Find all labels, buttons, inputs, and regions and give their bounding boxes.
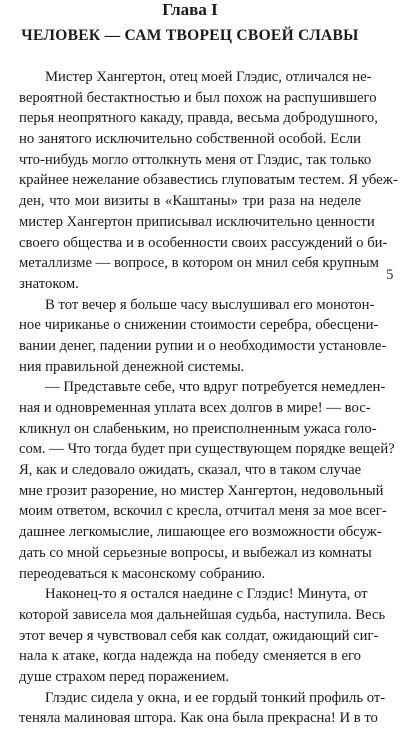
text-line: дашнее легкомыслие, лишающее его возможности обсуж- [19, 524, 382, 541]
text-line: моим ответом, вскочил с кресла, отчитал меня за мое всег- [19, 503, 387, 520]
text-line: переодеваться к масонскому собранию. [19, 565, 266, 582]
text-line: но занятого исключительно собственной особой. Если [19, 131, 361, 148]
chapter-label: Глава I [162, 0, 218, 19]
text-line: сом. — Что тогда будет при существующем порядке вещей? [19, 441, 395, 458]
text-line: перья неопрятного какаду, правда, весьма добродушного, [19, 110, 378, 127]
text-line: дать со мной серьезные вопросы, и выбежал из комнаты [19, 544, 372, 561]
text-line: этот вечер я чувствовал себя как солдат, ожидающий сиг- [19, 627, 379, 644]
text-line: мистер Хангертон приписывал исключительно ценности [19, 213, 375, 230]
text-line: — Представьте себе, что вдруг потребуется немедлен- [45, 379, 386, 396]
text-line: ная и одновременная уплата всех долгов в мире! — вос- [19, 400, 371, 416]
text-line: что-нибудь могло оттолкнуть меня от Глэдис, так только [19, 151, 372, 168]
text-line: знатоком. [19, 275, 79, 292]
text-line: которой зависела моя дальнейшая судьба, наступила. Весь [19, 606, 386, 623]
text-line: нала к атаке, когда надежда на победу сменяется в его [19, 648, 361, 665]
text-line: металлизме — вопросе, в котором он мнил себя крупным [19, 255, 379, 272]
text-line: Наконец-то я остался наедине с Глэдис! Минута, от [45, 586, 368, 603]
text-line: Глэдис сидела у окна, и ее гордый тонкий профиль от- [45, 689, 386, 706]
text-line: душе страхом перед поражением. [19, 668, 230, 685]
text-line: вероятной бестактностью и был похож на распушившего [19, 89, 377, 106]
text-line: крайнее нежелание обзавестись глуповатым тестем. Я убеж- [19, 172, 398, 189]
text-line: ное чириканье о снижении стоимости серебра, обесцени- [19, 317, 379, 334]
page-number: 5 [386, 267, 394, 283]
text-line: кликнул он слабеньким, но преисполненным ужаса голо- [19, 420, 377, 437]
chapter-body-text [19, 67, 398, 729]
text-line: мне грозит разорение, но мистер Хангертон, недовольный [19, 482, 384, 499]
text-line: ния правильной денежной системы. [19, 358, 245, 375]
text-line: ден, что мои визиты в «Каштаны» три раза на неделе [19, 193, 361, 210]
chapter-title: ЧЕЛОВЕК — САМ ТВОРЕЦ СВОЕЙ СЛАВЫ [21, 27, 359, 44]
text-line: Я, как и следовало ожидать, сказал, что в таком случае [19, 462, 362, 479]
text-line: вании денег, падении рупии и о необходимости установле- [19, 337, 387, 354]
text-line: своего общества и в особенности своих рассуждений о би- [19, 234, 388, 251]
text-line: В тот вечер я больше часу выслушивал его монотон- [45, 296, 375, 313]
text-line: Мистер Хангертон, отец моей Глэдис, отличался не- [45, 69, 372, 85]
text-line: теняла малиновая штора. Как она была прекрасна! И в то [19, 710, 378, 727]
